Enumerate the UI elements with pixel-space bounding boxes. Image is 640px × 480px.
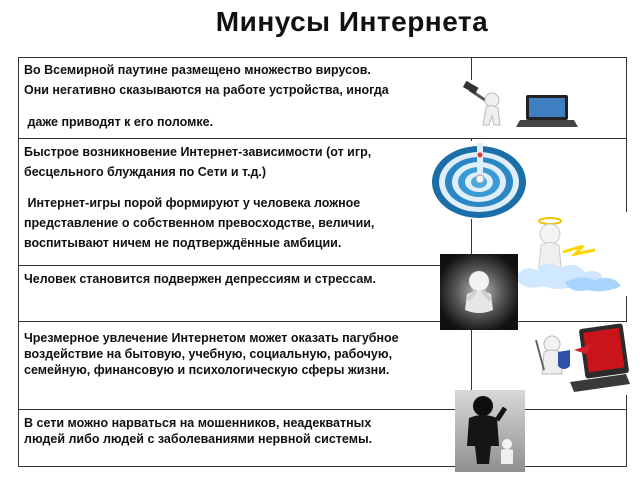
row-text — [24, 193, 462, 253]
row-text — [24, 330, 462, 378]
text-line: воздействие на бытовую, учебную, социальную, рабочую, — [24, 347, 393, 361]
text-line: семейную, финансовую и психологическую сферы жизни. — [24, 363, 390, 377]
table-row — [19, 138, 626, 193]
sad-figure-icon — [440, 254, 518, 330]
hammer-laptop-icon — [460, 80, 582, 138]
row-text — [24, 415, 462, 447]
angel-on-cloud-icon — [505, 212, 630, 296]
text-line: Во Всемирной паутине размещено множество вирусов. — [24, 63, 371, 77]
text-line: Человек становится подвержен депрессиям и стрессам. — [24, 272, 377, 286]
row-text — [24, 269, 462, 289]
text-line: Они негативно сказываются на работе устройства, иногда — [24, 83, 389, 97]
text-line: людей либо людей с заболеваниями нервной системы. — [24, 432, 373, 446]
dark-figure-icon — [455, 390, 525, 472]
maze-icon — [430, 141, 528, 219]
row-text — [24, 142, 462, 182]
text-line: воспитывают ничем не подтверждённые амбиции. — [24, 236, 342, 250]
page-title: Минусы Интернета — [215, 6, 489, 37]
text-line: Чрезмерное увлечение Интернетом может оказать пагубное — [24, 331, 399, 345]
text-line: Интернет-игры порой формируют у человека ложное — [24, 196, 361, 210]
laptop-monster-icon — [530, 322, 630, 395]
text-line: В сети можно нарваться на мошенников, неадекватных — [24, 416, 372, 430]
text-line: даже приводят к его поломке. — [24, 115, 214, 129]
text-line: представление о собственном превосходстве, величии, — [24, 216, 375, 230]
table-row — [19, 409, 626, 468]
text-line: Быстрое возникновение Интернет-зависимости (от игр, — [24, 145, 372, 159]
row-text — [24, 60, 462, 132]
text-line: бесцельного блуждания по Сети и т.д.) — [24, 165, 267, 179]
